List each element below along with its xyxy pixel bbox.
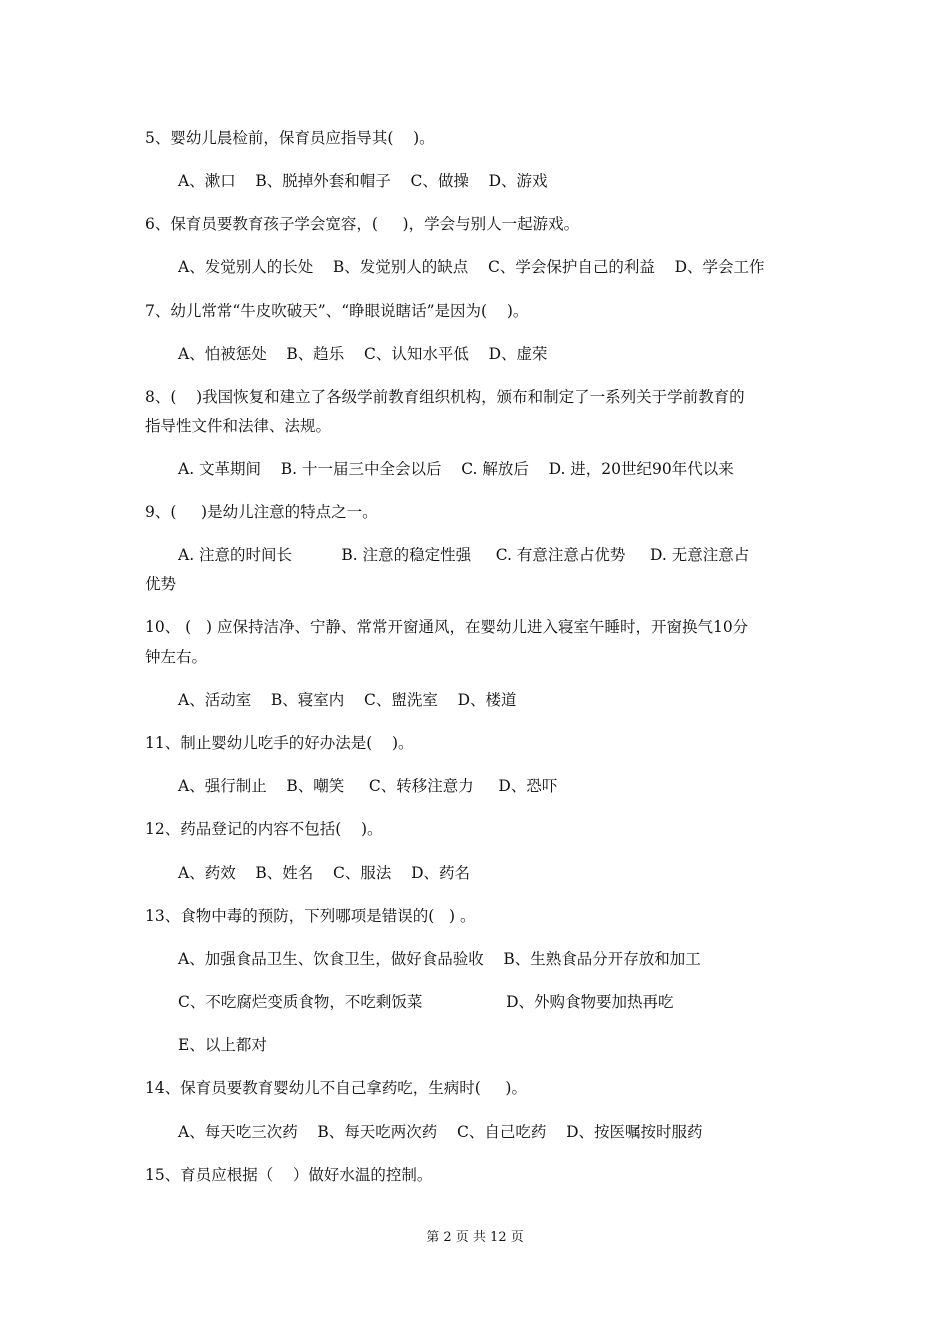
question-10-stem: 10、 ( ) 应保持洁净、宁静、常常开窗通风，在婴幼儿进入寝室午睡时，开窗换气10分 bbox=[145, 618, 749, 636]
question-13-stem: 13、食物中毒的预防，下列哪项是错误的( ) 。 bbox=[145, 907, 476, 925]
page-number-footer: 第 2 页 共 12 页 bbox=[426, 1230, 524, 1245]
question-13-options-row1: A、加强食品卫生、饮食卫生，做好食品验收 B、生熟食品分开存放和加工 bbox=[178, 950, 701, 968]
question-9-stem: 9、( )是幼儿注意的特点之一。 bbox=[145, 503, 378, 521]
question-8-stem-continued: 指导性文件和法律、法规。 bbox=[145, 417, 332, 435]
question-11-stem: 11、制止婴幼儿吃手的好办法是( )。 bbox=[145, 734, 414, 752]
question-11-options: A、强行制止 B、嘲笑 C、转移注意力 D、恐吓 bbox=[178, 777, 558, 795]
question-10-stem-continued: 钟左右。 bbox=[145, 648, 208, 666]
question-5-stem: 5、婴幼儿晨检前，保育员应指导其( )。 bbox=[145, 129, 435, 147]
question-6-options: A、发觉别人的长处 B、发觉别人的缺点 C、学会保护自己的利益 D、学会工作 bbox=[178, 258, 765, 276]
question-5-options: A、漱口 B、脱掉外套和帽子 C、做操 D、游戏 bbox=[178, 172, 548, 190]
question-14-stem: 14、保育员要教育婴幼儿不自己拿药吃，生病时( )。 bbox=[145, 1079, 527, 1097]
question-12-stem: 12、药品登记的内容不包括( )。 bbox=[145, 820, 383, 838]
question-7-stem: 7、幼儿常常“牛皮吹破天”、“睁眼说瞎话”是因为( )。 bbox=[145, 302, 529, 320]
question-7-options: A、怕被惩处 B、趋乐 C、认知水平低 D、虚荣 bbox=[178, 345, 548, 363]
question-13-options-row2: C、不吃腐烂变质食物，不吃剩饭菜 D、外购食物要加热再吃 bbox=[178, 993, 674, 1011]
question-9-options: A. 注意的时间长 B. 注意的稳定性强 C. 有意注意占优势 D. 无意注意占 bbox=[178, 546, 750, 564]
question-6-stem: 6、保育员要教育孩子学会宽容，( )，学会与别人一起游戏。 bbox=[145, 215, 580, 233]
question-14-options: A、每天吃三次药 B、每天吃两次药 C、自己吃药 D、按医嘱按时服药 bbox=[178, 1123, 703, 1141]
question-10-options: A、活动室 B、寝室内 C、盥洗室 D、楼道 bbox=[178, 691, 517, 709]
question-8-options: A. 文革期间 B. 十一届三中全会以后 C. 解放后 D. 进，20世纪90年代以来 bbox=[178, 460, 734, 478]
question-9-options-continued: 优势 bbox=[145, 575, 177, 593]
question-15-stem: 15、育员应根据（ ）做好水温的控制。 bbox=[145, 1166, 433, 1184]
question-12-options: A、药效 B、姓名 C、服法 D、药名 bbox=[178, 864, 470, 882]
question-13-options-row3: E、以上都对 bbox=[178, 1036, 267, 1054]
question-8-stem: 8、( )我国恢复和建立了各级学前教育组织机构，颁布和制定了一系列关于学前教育的 bbox=[145, 388, 745, 406]
